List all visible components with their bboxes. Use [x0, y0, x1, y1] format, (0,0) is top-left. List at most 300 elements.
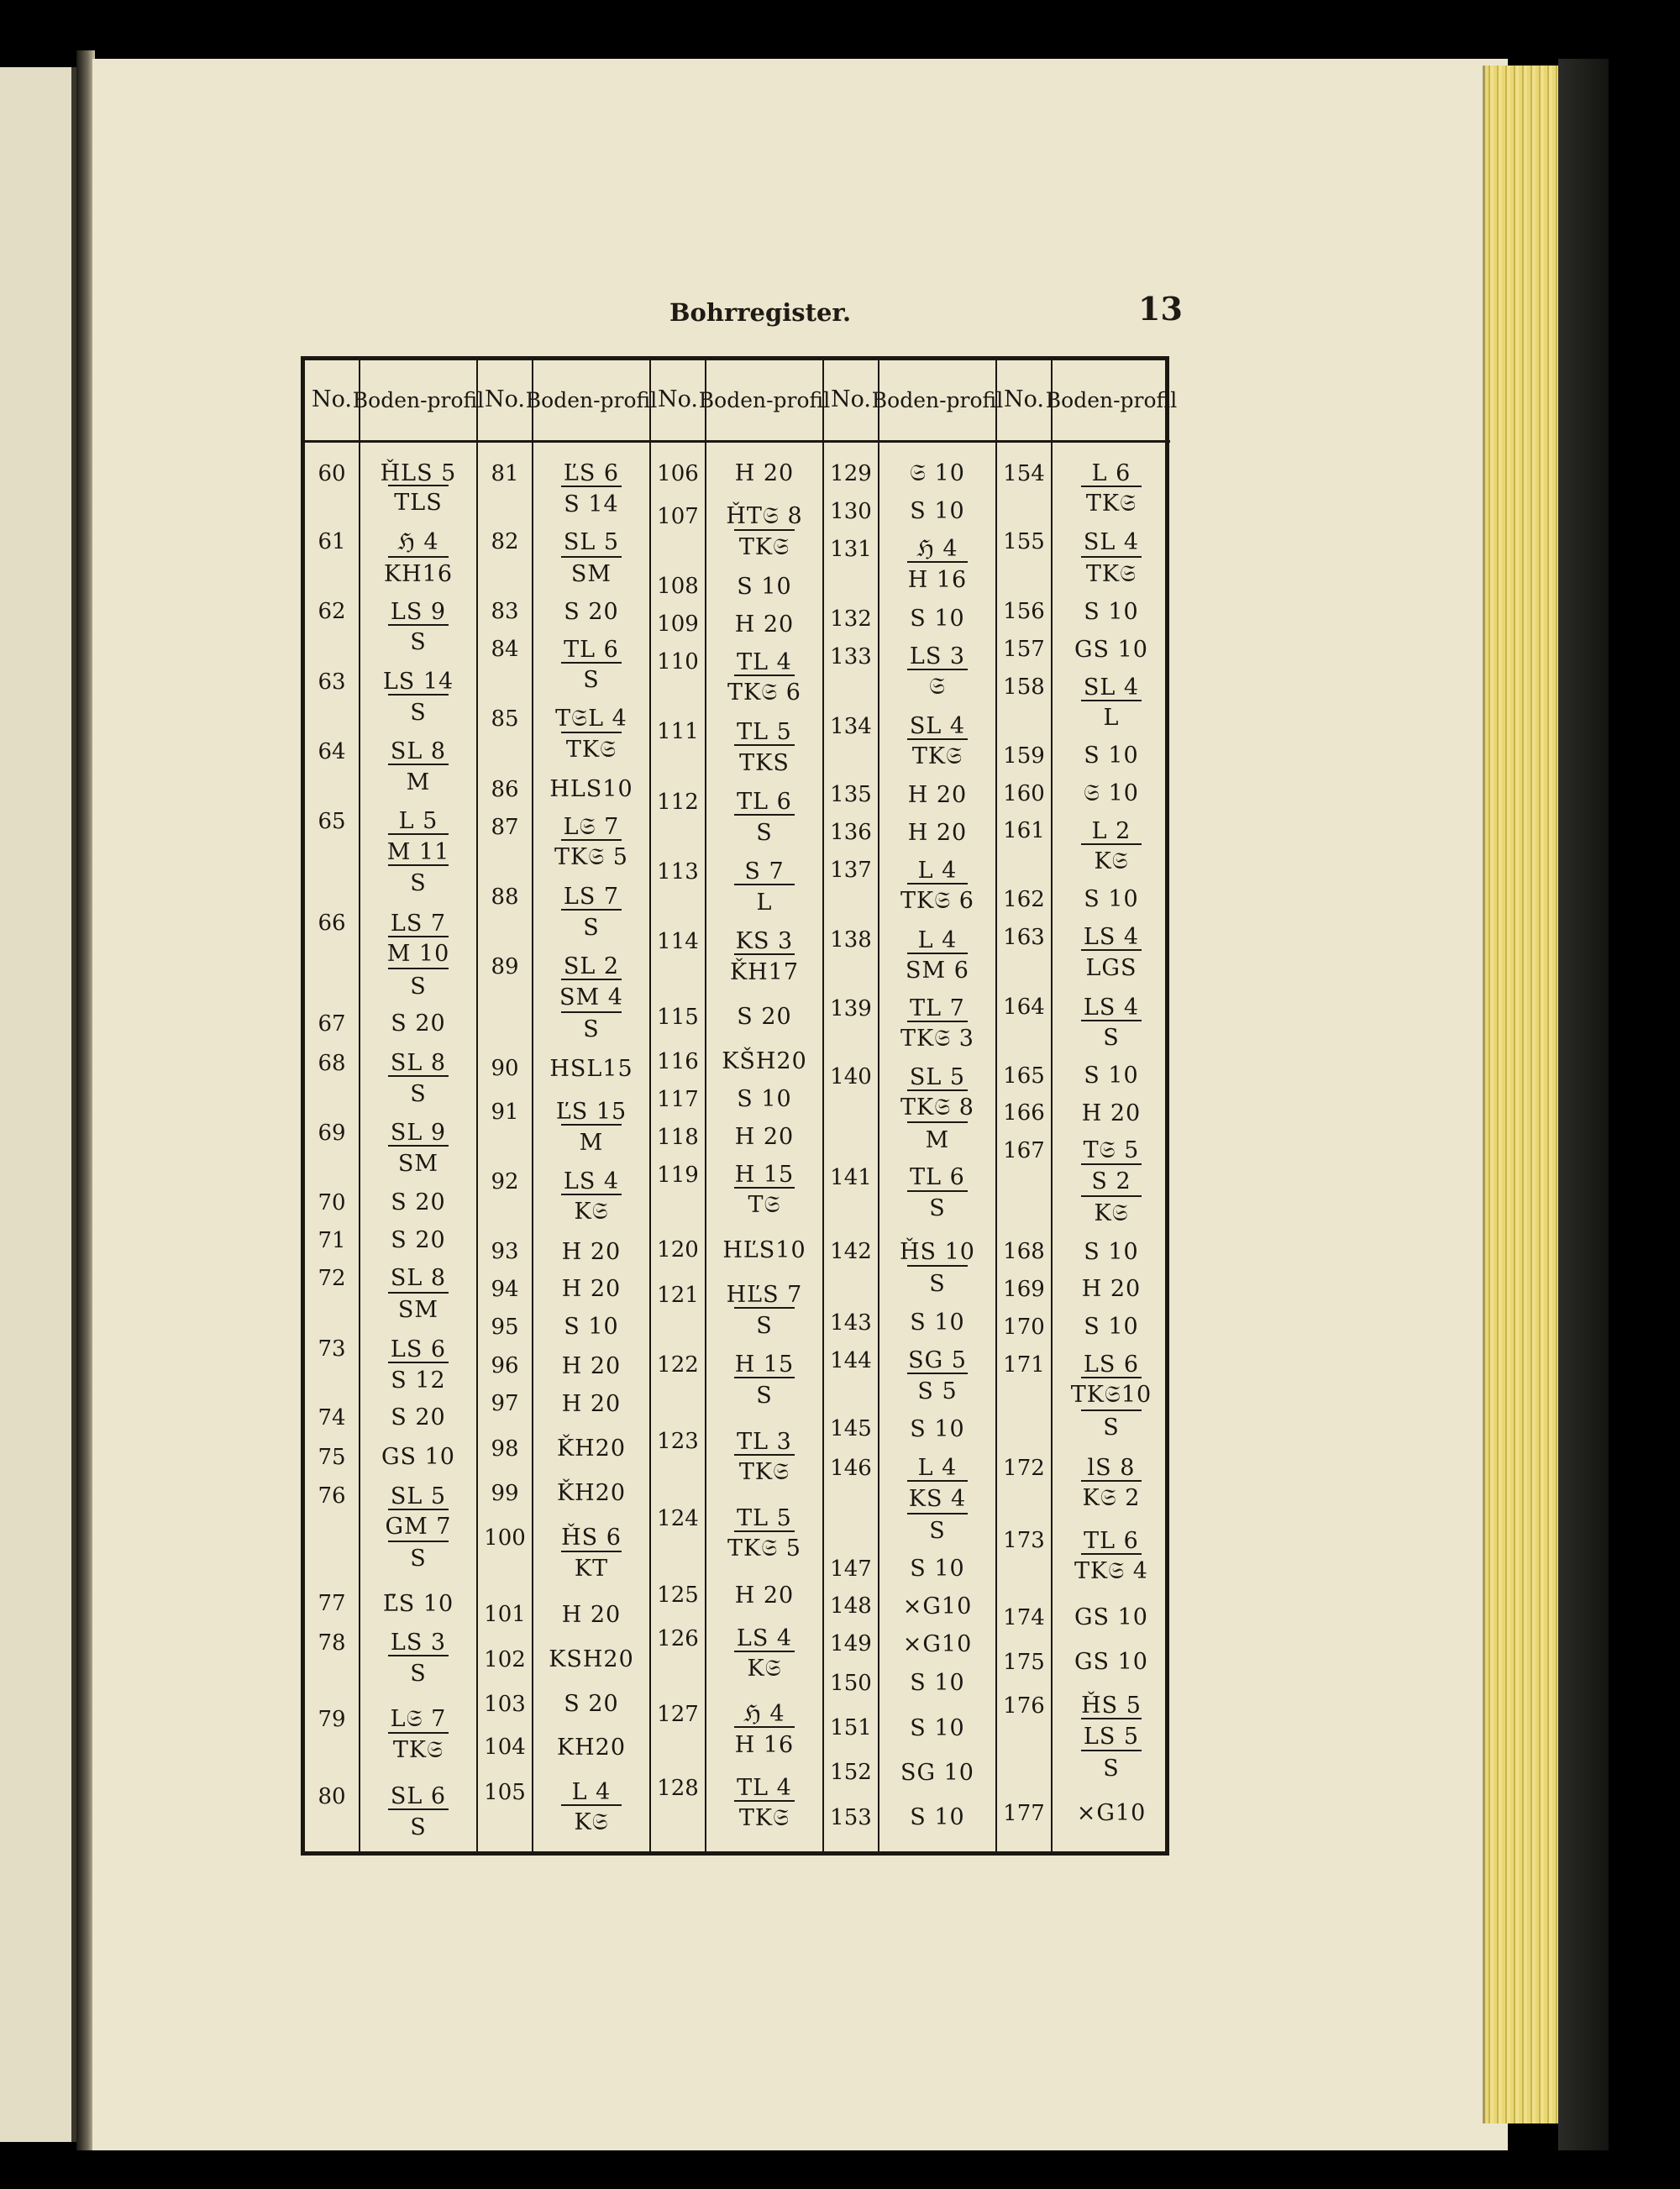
soil-profile-entry: TLS — [360, 487, 476, 519]
soil-profile-entry: GS 10 — [1074, 1604, 1148, 1631]
soil-profile-entry: S — [360, 1811, 476, 1843]
boring-number: 152 — [830, 1760, 872, 1786]
soil-profile-entry: L 2 — [1091, 817, 1131, 844]
boring-number: 131 — [830, 536, 872, 562]
boring-number: 174 — [1003, 1604, 1045, 1630]
soil-profile-entry: S 10 — [910, 498, 965, 525]
soil-profile-entry: S — [879, 1515, 995, 1547]
soil-profile-entry: S 10 — [1084, 598, 1139, 625]
soil-profile-entry: LS 6 — [1083, 1352, 1140, 1378]
boring-number: 68 — [318, 1050, 346, 1076]
boring-number: 99 — [491, 1480, 519, 1506]
profile-header-line2: profil — [773, 387, 831, 412]
boring-number: 142 — [830, 1239, 872, 1265]
boring-number: 69 — [318, 1120, 346, 1146]
soil-profile-entry: SL 2 — [563, 953, 620, 980]
boring-number: 61 — [318, 529, 346, 555]
boring-number: 137 — [830, 858, 872, 884]
soil-profile-entry: S — [706, 1310, 822, 1341]
soil-profile-entry: S 10 — [737, 1086, 792, 1113]
boring-number: 76 — [318, 1483, 346, 1509]
boring-number: 82 — [491, 529, 519, 555]
boring-number: 134 — [830, 713, 872, 739]
soil-profile-entry: ȞS 6 — [561, 1525, 622, 1551]
soil-profile-entry: TK𝔖 — [706, 532, 822, 564]
boring-number: 119 — [657, 1162, 699, 1188]
soil-profile-entry: H 16 — [706, 1729, 822, 1761]
soil-profile-entry: KT — [533, 1553, 649, 1585]
soil-profile-entry: TK𝔖 — [360, 1735, 476, 1766]
soil-profile-entry: HĽS10 — [722, 1236, 806, 1263]
boring-number: 132 — [830, 606, 872, 632]
boring-number: 78 — [318, 1630, 346, 1656]
soil-profile-entry: H 15 — [734, 1162, 795, 1189]
soil-profile-entry: SG 5 — [908, 1347, 967, 1374]
soil-profile-entry: K𝔖 — [1053, 846, 1170, 878]
boring-number: 115 — [657, 1004, 699, 1030]
soil-profile-entry: GM 7 — [360, 1511, 476, 1543]
soil-profile-entry: TK𝔖 5 — [533, 842, 649, 874]
number-column — [997, 360, 1053, 1851]
boring-number: 104 — [484, 1735, 526, 1761]
soil-profile-entry: SL 4 — [1083, 528, 1140, 555]
profile-header — [871, 360, 1004, 443]
soil-profile-entry: LS 4 — [1083, 994, 1140, 1021]
soil-profile-entry: S — [360, 627, 476, 659]
boring-number: 79 — [318, 1707, 346, 1733]
soil-profile-entry: M — [533, 1126, 649, 1158]
boring-number: 158 — [1003, 675, 1045, 701]
profile-header — [1045, 360, 1178, 443]
number-header: No. — [478, 360, 532, 443]
number-header: No. — [824, 360, 878, 443]
soil-profile-entry: ȞT𝔖 8 — [726, 503, 803, 530]
boring-number: 156 — [1003, 599, 1045, 625]
soil-profile-entry: S 10 — [1084, 1238, 1139, 1265]
boring-number: 108 — [657, 574, 699, 600]
soil-profile-entry: ǨH20 — [556, 1480, 627, 1507]
boring-number: 167 — [1003, 1138, 1045, 1164]
profile-header-line1: Boden- — [1045, 387, 1121, 412]
soil-profile-entry: H 20 — [907, 781, 968, 808]
soil-profile-entry: S 20 — [391, 1227, 446, 1254]
boring-number: 87 — [491, 814, 519, 840]
soil-profile-entry: TL 4 — [737, 1775, 792, 1802]
soil-profile-entry: S — [360, 1543, 476, 1575]
soil-profile-entry: M — [879, 1124, 995, 1156]
boring-number: 72 — [318, 1265, 346, 1291]
book-binding — [1558, 59, 1609, 2150]
boring-number: 127 — [657, 1701, 699, 1727]
boring-number: 80 — [318, 1783, 346, 1809]
profile-column — [1045, 360, 1178, 1851]
profile-header-line2: profil — [946, 387, 1004, 412]
soil-profile-entry: S — [533, 664, 649, 696]
boring-number: 165 — [1003, 1063, 1045, 1089]
soil-profile-entry: SL 4 — [909, 713, 966, 740]
boring-number: 91 — [491, 1099, 519, 1125]
boring-number: 109 — [657, 612, 699, 638]
soil-profile-entry: H 16 — [879, 564, 995, 596]
boring-number: 157 — [1003, 637, 1045, 663]
soil-profile-entry: TL 6 — [737, 789, 792, 816]
profile-header-line2: profil — [427, 387, 485, 412]
soil-profile-entry: H 20 — [734, 1582, 795, 1609]
soil-profile-entry: SM 4 — [533, 981, 649, 1013]
boring-number: 140 — [830, 1064, 872, 1090]
boring-number: 101 — [484, 1602, 526, 1628]
soil-profile-entry: 𝔖 10 — [1084, 780, 1139, 806]
soil-profile-entry: H 20 — [734, 460, 795, 487]
soil-profile-entry: TKS — [706, 747, 822, 779]
boring-number: 149 — [830, 1631, 872, 1657]
boring-number: 166 — [1003, 1100, 1045, 1126]
soil-profile-entry: SM — [533, 559, 649, 591]
soil-profile-entry: KH16 — [360, 559, 476, 591]
boring-number: 77 — [318, 1591, 346, 1617]
soil-profile-entry: KS 3 — [735, 928, 794, 955]
boring-number: 162 — [1003, 886, 1045, 912]
soil-profile-entry: S 5 — [879, 1375, 995, 1407]
boring-number: 116 — [657, 1048, 699, 1074]
soil-profile-entry: S 10 — [1084, 1063, 1139, 1089]
soil-profile-entry: 𝔖 — [879, 671, 995, 703]
bohrregister-table — [301, 356, 1178, 1856]
soil-profile-entry: TL 6 — [910, 1164, 965, 1191]
boring-number: 168 — [1003, 1239, 1045, 1265]
boring-number: 154 — [1003, 460, 1045, 486]
soil-profile-entry: S 10 — [910, 1714, 965, 1741]
boring-number: 163 — [1003, 924, 1045, 950]
soil-profile-entry: TK𝔖 — [1053, 488, 1170, 520]
profile-header-line2: profil — [1120, 387, 1178, 412]
boring-number: 93 — [491, 1239, 519, 1265]
boring-number: 74 — [318, 1404, 346, 1430]
soil-profile-entry: H 20 — [1081, 1100, 1142, 1126]
soil-profile-entry: H 20 — [561, 1238, 622, 1265]
soil-profile-entry: S — [533, 1014, 649, 1046]
profile-column — [525, 360, 658, 1851]
boring-number: 114 — [657, 928, 699, 954]
soil-profile-entry: Ľ̄S 10 — [382, 1590, 454, 1617]
soil-profile-entry: SL 9 — [390, 1120, 447, 1147]
soil-profile-entry: LS 3 — [390, 1630, 447, 1656]
soil-profile-entry: TK𝔖 — [706, 1803, 822, 1835]
soil-profile-entry: ℌ 4 — [916, 536, 958, 563]
soil-profile-entry: K𝔖 2 — [1053, 1483, 1170, 1514]
soil-profile-entry: K𝔖 — [1053, 1198, 1170, 1230]
boring-number: 106 — [657, 460, 699, 486]
number-header: No. — [651, 360, 705, 443]
soil-profile-entry: L — [1053, 702, 1170, 734]
soil-profile-entry: ℌ 4 — [397, 528, 439, 555]
soil-profile-entry: S 20 — [737, 1004, 792, 1031]
boring-number: 117 — [657, 1086, 699, 1112]
soil-profile-entry: KSH20 — [549, 1646, 634, 1673]
boring-number: 126 — [657, 1625, 699, 1651]
boring-number: 73 — [318, 1336, 346, 1362]
soil-profile-entry: 𝔖 10 — [910, 459, 965, 486]
boring-number: 121 — [657, 1282, 699, 1308]
soil-profile-entry: L 4 — [917, 857, 958, 884]
soil-profile-entry: S 10 — [564, 1314, 619, 1341]
boring-number: 60 — [318, 460, 346, 486]
soil-profile-entry: S 10 — [1084, 886, 1139, 913]
soil-profile-entry: S 10 — [1084, 743, 1139, 769]
boring-number: 124 — [657, 1505, 699, 1531]
soil-profile-entry: L𝔖 7 — [563, 813, 620, 840]
soil-profile-entry: ĽS 15 — [555, 1099, 627, 1126]
soil-profile-entry: KS 4 — [879, 1483, 995, 1514]
profile-header — [352, 360, 485, 443]
boring-number: 96 — [491, 1353, 519, 1379]
soil-profile-entry: TK𝔖 — [533, 734, 649, 766]
boring-number: 123 — [657, 1429, 699, 1455]
soil-profile-entry: KŠH20 — [722, 1048, 807, 1075]
profile-header — [525, 360, 658, 443]
profile-header-line1: Boden- — [525, 387, 601, 412]
boring-number: 102 — [484, 1646, 526, 1672]
boring-number: 70 — [318, 1189, 346, 1215]
soil-profile-entry: TL 3 — [737, 1428, 792, 1455]
soil-profile-entry: L 6 — [1091, 460, 1131, 487]
soil-profile-entry: lS 8 — [1087, 1455, 1136, 1482]
boring-number: 143 — [830, 1310, 872, 1336]
boring-number: 100 — [484, 1525, 526, 1551]
boring-number: 71 — [318, 1227, 346, 1253]
soil-profile-entry: S — [1053, 1412, 1170, 1444]
boring-number: 90 — [491, 1056, 519, 1082]
soil-profile-entry: SL 8 — [390, 738, 447, 765]
soil-profile-entry: L 4 — [917, 1455, 958, 1482]
profile-column — [698, 360, 831, 1851]
soil-profile-entry: SL 6 — [390, 1783, 447, 1810]
soil-profile-entry: H 20 — [561, 1276, 622, 1303]
boring-number: 122 — [657, 1352, 699, 1378]
soil-profile-entry: S — [706, 1379, 822, 1411]
boring-number: 62 — [318, 599, 346, 625]
boring-number: 128 — [657, 1775, 699, 1801]
boring-number: 97 — [491, 1391, 519, 1417]
soil-profile-entry: LS 7 — [563, 884, 620, 911]
boring-number: 161 — [1003, 818, 1045, 844]
boring-number: 146 — [830, 1455, 872, 1481]
boring-number: 135 — [830, 782, 872, 808]
boring-number: 88 — [491, 884, 519, 910]
boring-number: 110 — [657, 649, 699, 675]
soil-profile-entry: S 20 — [564, 1691, 619, 1718]
boring-number: 92 — [491, 1168, 519, 1194]
boring-number: 95 — [491, 1314, 519, 1340]
soil-profile-entry: GS 10 — [1074, 636, 1148, 663]
soil-profile-entry: S — [879, 1268, 995, 1299]
soil-profile-entry: LS 4 — [1083, 924, 1140, 951]
boring-number: 81 — [491, 460, 519, 486]
soil-profile-entry: S — [1053, 1022, 1170, 1054]
boring-number: 112 — [657, 789, 699, 815]
soil-profile-entry: K𝔖 — [706, 1653, 822, 1685]
soil-profile-entry: H 20 — [734, 611, 795, 638]
soil-profile-entry: HSL15 — [549, 1055, 633, 1082]
number-column — [478, 360, 533, 1851]
boring-number: 136 — [830, 820, 872, 846]
boring-number: 138 — [830, 927, 872, 953]
boring-number: 170 — [1003, 1314, 1045, 1340]
soil-profile-entry: LS 14 — [382, 669, 454, 696]
soil-profile-entry: TK𝔖 — [1053, 559, 1170, 591]
soil-profile-entry: ×G10 — [902, 1630, 973, 1657]
boring-number: 145 — [830, 1416, 872, 1442]
boring-number: 86 — [491, 776, 519, 802]
page-number: 13 — [1138, 290, 1183, 328]
soil-profile-entry: S — [1053, 1752, 1170, 1784]
soil-profile-entry: TL 5 — [737, 1505, 792, 1532]
soil-profile-entry: ȞS 10 — [900, 1238, 975, 1265]
soil-profile-entry: S 20 — [391, 1189, 446, 1216]
soil-profile-entry: SG 10 — [900, 1759, 974, 1786]
soil-profile-entry: ×G10 — [902, 1593, 973, 1619]
soil-profile-entry: M 11 — [360, 836, 476, 868]
soil-profile-entry: LS 4 — [563, 1168, 620, 1195]
boring-number: 83 — [491, 599, 519, 625]
soil-profile-entry: TK𝔖 — [706, 1457, 822, 1488]
boring-number: 144 — [830, 1347, 872, 1373]
boring-number: 160 — [1003, 780, 1045, 806]
soil-profile-entry: L𝔖 7 — [390, 1706, 447, 1733]
boring-number: 176 — [1003, 1693, 1045, 1719]
soil-profile-entry: TL 7 — [910, 995, 965, 1022]
soil-profile-entry: SL 8 — [390, 1265, 447, 1292]
soil-profile-entry: LS 7 — [390, 910, 447, 937]
boring-number: 147 — [830, 1556, 872, 1582]
soil-profile-entry: HĽS 7 — [726, 1282, 803, 1309]
boring-number: 133 — [830, 643, 872, 669]
profile-column — [352, 360, 485, 1851]
page-edges — [1483, 66, 1561, 2123]
boring-number: 125 — [657, 1583, 699, 1609]
number-column — [651, 360, 706, 1851]
soil-profile-entry: L 5 — [398, 808, 438, 835]
soil-profile-entry: S 10 — [910, 1310, 965, 1336]
soil-profile-entry: S 10 — [910, 606, 965, 633]
soil-profile-entry: S 10 — [910, 1556, 965, 1583]
boring-number: 65 — [318, 808, 346, 834]
running-title: Bohrregister. — [669, 298, 852, 327]
boring-number: 150 — [830, 1670, 872, 1696]
boring-number: 141 — [830, 1164, 872, 1190]
soil-profile-entry: K𝔖 — [533, 1807, 649, 1839]
soil-profile-entry: TK𝔖10 — [1053, 1379, 1170, 1411]
profile-header — [698, 360, 831, 443]
soil-profile-entry: SL 5 — [563, 528, 620, 555]
soil-profile-entry: H 20 — [561, 1352, 622, 1379]
boring-number: 148 — [830, 1593, 872, 1619]
boring-number: 172 — [1003, 1455, 1045, 1481]
soil-profile-entry: ǨH17 — [706, 956, 822, 988]
boring-number: 153 — [830, 1804, 872, 1830]
boring-number: 103 — [484, 1691, 526, 1717]
boring-number: 175 — [1003, 1649, 1045, 1675]
boring-number: 151 — [830, 1715, 872, 1741]
soil-profile-entry: GS 10 — [1074, 1649, 1148, 1676]
soil-profile-entry: S — [360, 1657, 476, 1689]
soil-profile-entry: SL 4 — [1083, 674, 1140, 701]
soil-profile-entry: S — [360, 696, 476, 728]
boring-number: 169 — [1003, 1276, 1045, 1302]
profile-header-line2: profil — [600, 387, 658, 412]
boring-number: 75 — [318, 1444, 346, 1470]
boring-number: 107 — [657, 504, 699, 530]
boring-number: 130 — [830, 498, 872, 524]
soil-profile-entry: ȞLS 5 — [380, 460, 457, 487]
soil-profile-entry: S 10 — [910, 1670, 965, 1697]
boring-number: 113 — [657, 858, 699, 885]
soil-profile-entry: TK𝔖 8 — [879, 1092, 995, 1124]
boring-number: 98 — [491, 1436, 519, 1462]
boring-number: 173 — [1003, 1528, 1045, 1554]
profile-header-line1: Boden- — [352, 387, 428, 412]
soil-profile-entry: TL 6 — [564, 636, 619, 663]
soil-profile-entry: T𝔖 5 — [1083, 1137, 1140, 1164]
soil-profile-entry: S 14 — [533, 488, 649, 520]
soil-profile-entry: KH20 — [556, 1734, 627, 1761]
boring-number: 94 — [491, 1276, 519, 1302]
soil-profile-entry: S 10 — [910, 1415, 965, 1442]
soil-profile-entry: LS 5 — [1053, 1720, 1170, 1752]
soil-profile-entry: TL 5 — [737, 718, 792, 745]
soil-profile-entry: T𝔖 — [706, 1189, 822, 1221]
number-header: No. — [305, 360, 359, 443]
boring-number: 171 — [1003, 1352, 1045, 1378]
soil-profile-entry: SM 6 — [879, 955, 995, 987]
soil-profile-entry: SM — [360, 1147, 476, 1179]
soil-profile-entry: TK𝔖 5 — [706, 1533, 822, 1565]
boring-number: 177 — [1003, 1800, 1045, 1826]
soil-profile-entry: S — [360, 970, 476, 1002]
soil-profile-entry: H 20 — [1081, 1276, 1142, 1303]
soil-profile-entry: SM — [360, 1294, 476, 1326]
soil-profile-entry: M — [360, 766, 476, 798]
soil-profile-entry: TK𝔖 3 — [879, 1023, 995, 1055]
profile-column — [871, 360, 1004, 1851]
soil-profile-entry: S 10 — [737, 573, 792, 600]
boring-number: 67 — [318, 1011, 346, 1037]
soil-profile-entry: LS 3 — [909, 643, 966, 670]
soil-profile-entry: H 20 — [561, 1390, 622, 1417]
soil-profile-entry: S — [533, 911, 649, 943]
soil-profile-entry: L 4 — [917, 927, 958, 953]
boring-number: 139 — [830, 995, 872, 1021]
soil-profile-entry: LS 9 — [390, 598, 447, 625]
soil-profile-entry: S — [360, 1078, 476, 1110]
boring-number: 66 — [318, 911, 346, 937]
soil-profile-entry: LGS — [1053, 952, 1170, 984]
soil-profile-entry: L 4 — [571, 1779, 612, 1806]
boring-number: 64 — [318, 738, 346, 764]
soil-profile-entry: LS 6 — [390, 1336, 447, 1362]
soil-profile-entry: S 10 — [910, 1804, 965, 1831]
soil-profile-entry: S 20 — [564, 598, 619, 625]
soil-profile-entry: S — [360, 867, 476, 899]
boring-number: 63 — [318, 669, 346, 695]
boring-number: 164 — [1003, 995, 1045, 1021]
boring-number: 105 — [484, 1779, 526, 1805]
number-header: No. — [997, 360, 1051, 443]
soil-profile-entry: GS 10 — [381, 1444, 455, 1471]
soil-profile-entry: L — [706, 886, 822, 918]
soil-profile-entry: S 7 — [744, 858, 785, 885]
soil-profile-entry: S 20 — [391, 1011, 446, 1037]
